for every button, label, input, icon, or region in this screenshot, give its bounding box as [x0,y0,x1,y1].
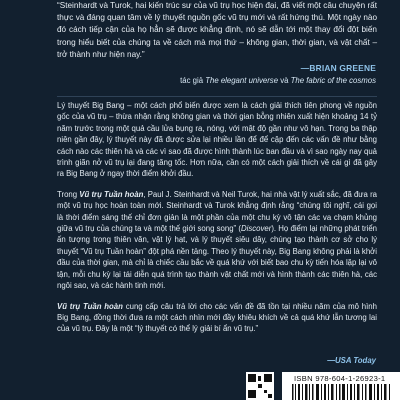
qr-code-icon [246,372,274,400]
book-title-1: The elegant universe [205,76,279,85]
quote-author: —BRIAN GREENE [300,63,376,73]
section-divider [57,96,377,97]
quote-text: “Steinhardt và Turok, hai kiến trúc sư của vũ trụ học hiện đại, đã viết một câu chuyện rất thực và đáng quan tâm về lý thuyết nguồn gốc vũ trụ mới và rất hứng thú. Một ngày nào đó cách tiếp cận của họ hẳn sẽ được khẳng định, nó sẽ dẫn tới một thay đổi đột biến trong hiểu biết của chúng ta về cách mà mọi thứ – không gian, thời gian, và vật chất – trở thành như hiện nay.” [57,1,377,59]
p2-prefix: Trong [57,189,80,199]
p2-source: Discover [240,224,272,234]
role-prefix: tác giả [180,76,206,85]
blurb-paragraph-2 [57,189,377,292]
book-title-2: The fabric of the cosmos [290,76,376,85]
barcode [282,372,400,400]
blurb-paragraph-1: Lý thuyết Big Bang – một cách phổ biến được xem là cách giải thích tiên phong về nguồn gốc của vũ trụ – thừa nhận rằng không gian và thời gian bỗng nhiên xuất hiện khoảng 14 tỷ năm trước trong một quả cầu lửa bụng ra, nóng, với mật độ gần như vô hạn. Trong ba thập niên gần đây, lý thuyết này đã được sửa lại nhiều lần để để cập đến các vấn đề như bằng cách nào các thiên hà và các vì sao đã được hình thành lúc ban đầu và vì sao ngày nay quả trình giãn nở vũ trụ lại đang tăng tốc. Hơn nữa, cần có một cách giải thích về cái gì đã gây ra Big Bang ở ngay thời điểm khởi đầu. [57,101,377,179]
p3-text: cung cấp câu trả lời cho các vấn đề đã tồn tại nhiều năm của mô hình Big Bang, đồng thời đưa ra một cách nhìn mới đầy khiêu khích về cả quá khứ lẫn tương lai của vũ trụ. Đây là một “lý thuyết có thể lý giải bí ẩn vũ trụ.” [57,301,377,334]
blurb-body [57,100,377,344]
p2-book-title: Vũ trụ Tuần hoàn [79,189,144,199]
quote-author-role [180,76,376,85]
role-joiner: và [278,76,291,85]
source-credit: —USA Today [327,356,376,365]
p2-text-a: , Paul J. Steinhardt và Neil Turok, hai nhà vật lý xuất sắc, đã đưa ra một vũ trụ học hoàn toàn mới. Steinhardt và Turok khẳng định rằng “chúng tôi nghĩ, cái gọi là thời điểm sáng thế chỉ đơn giản là một phần của một chu kỳ vô tận các va chạm khủng giữa vũ trụ của chúng ta và một thế giới song song” ( [57,189,377,234]
barcode-bars-icon [292,384,392,400]
endorsement-quote [57,0,377,61]
isbn-number: ISBN 978-604-1-26923-1 [294,374,386,383]
p2-text-b: ). Họ điểm lại những phát triển ấn tượng trong thiên văn, vật lý hạt, và lý thuyết siêu dây, chúng tạo thành cơ sở cho lý thuyết “Vũ trụ Tuần hoàn” đột phá nền tảng. Theo lý thuyết này, Big Bang không phải là khởi đầu của thời gian, mà chỉ là chiếc cầu bắc về quá khứ với biết bao chu kỳ tiến hóa lặp lại vô tận, mỗi chu kỳ lại tái diễn quá trình tạo thành vật chất mới và hình thành các thiên hà, các ngôi sao, và các hành tinh mới. [57,224,378,291]
blurb-paragraph-3 [57,301,377,335]
p3-book-title: Vũ trụ Tuần hoàn [57,301,123,311]
